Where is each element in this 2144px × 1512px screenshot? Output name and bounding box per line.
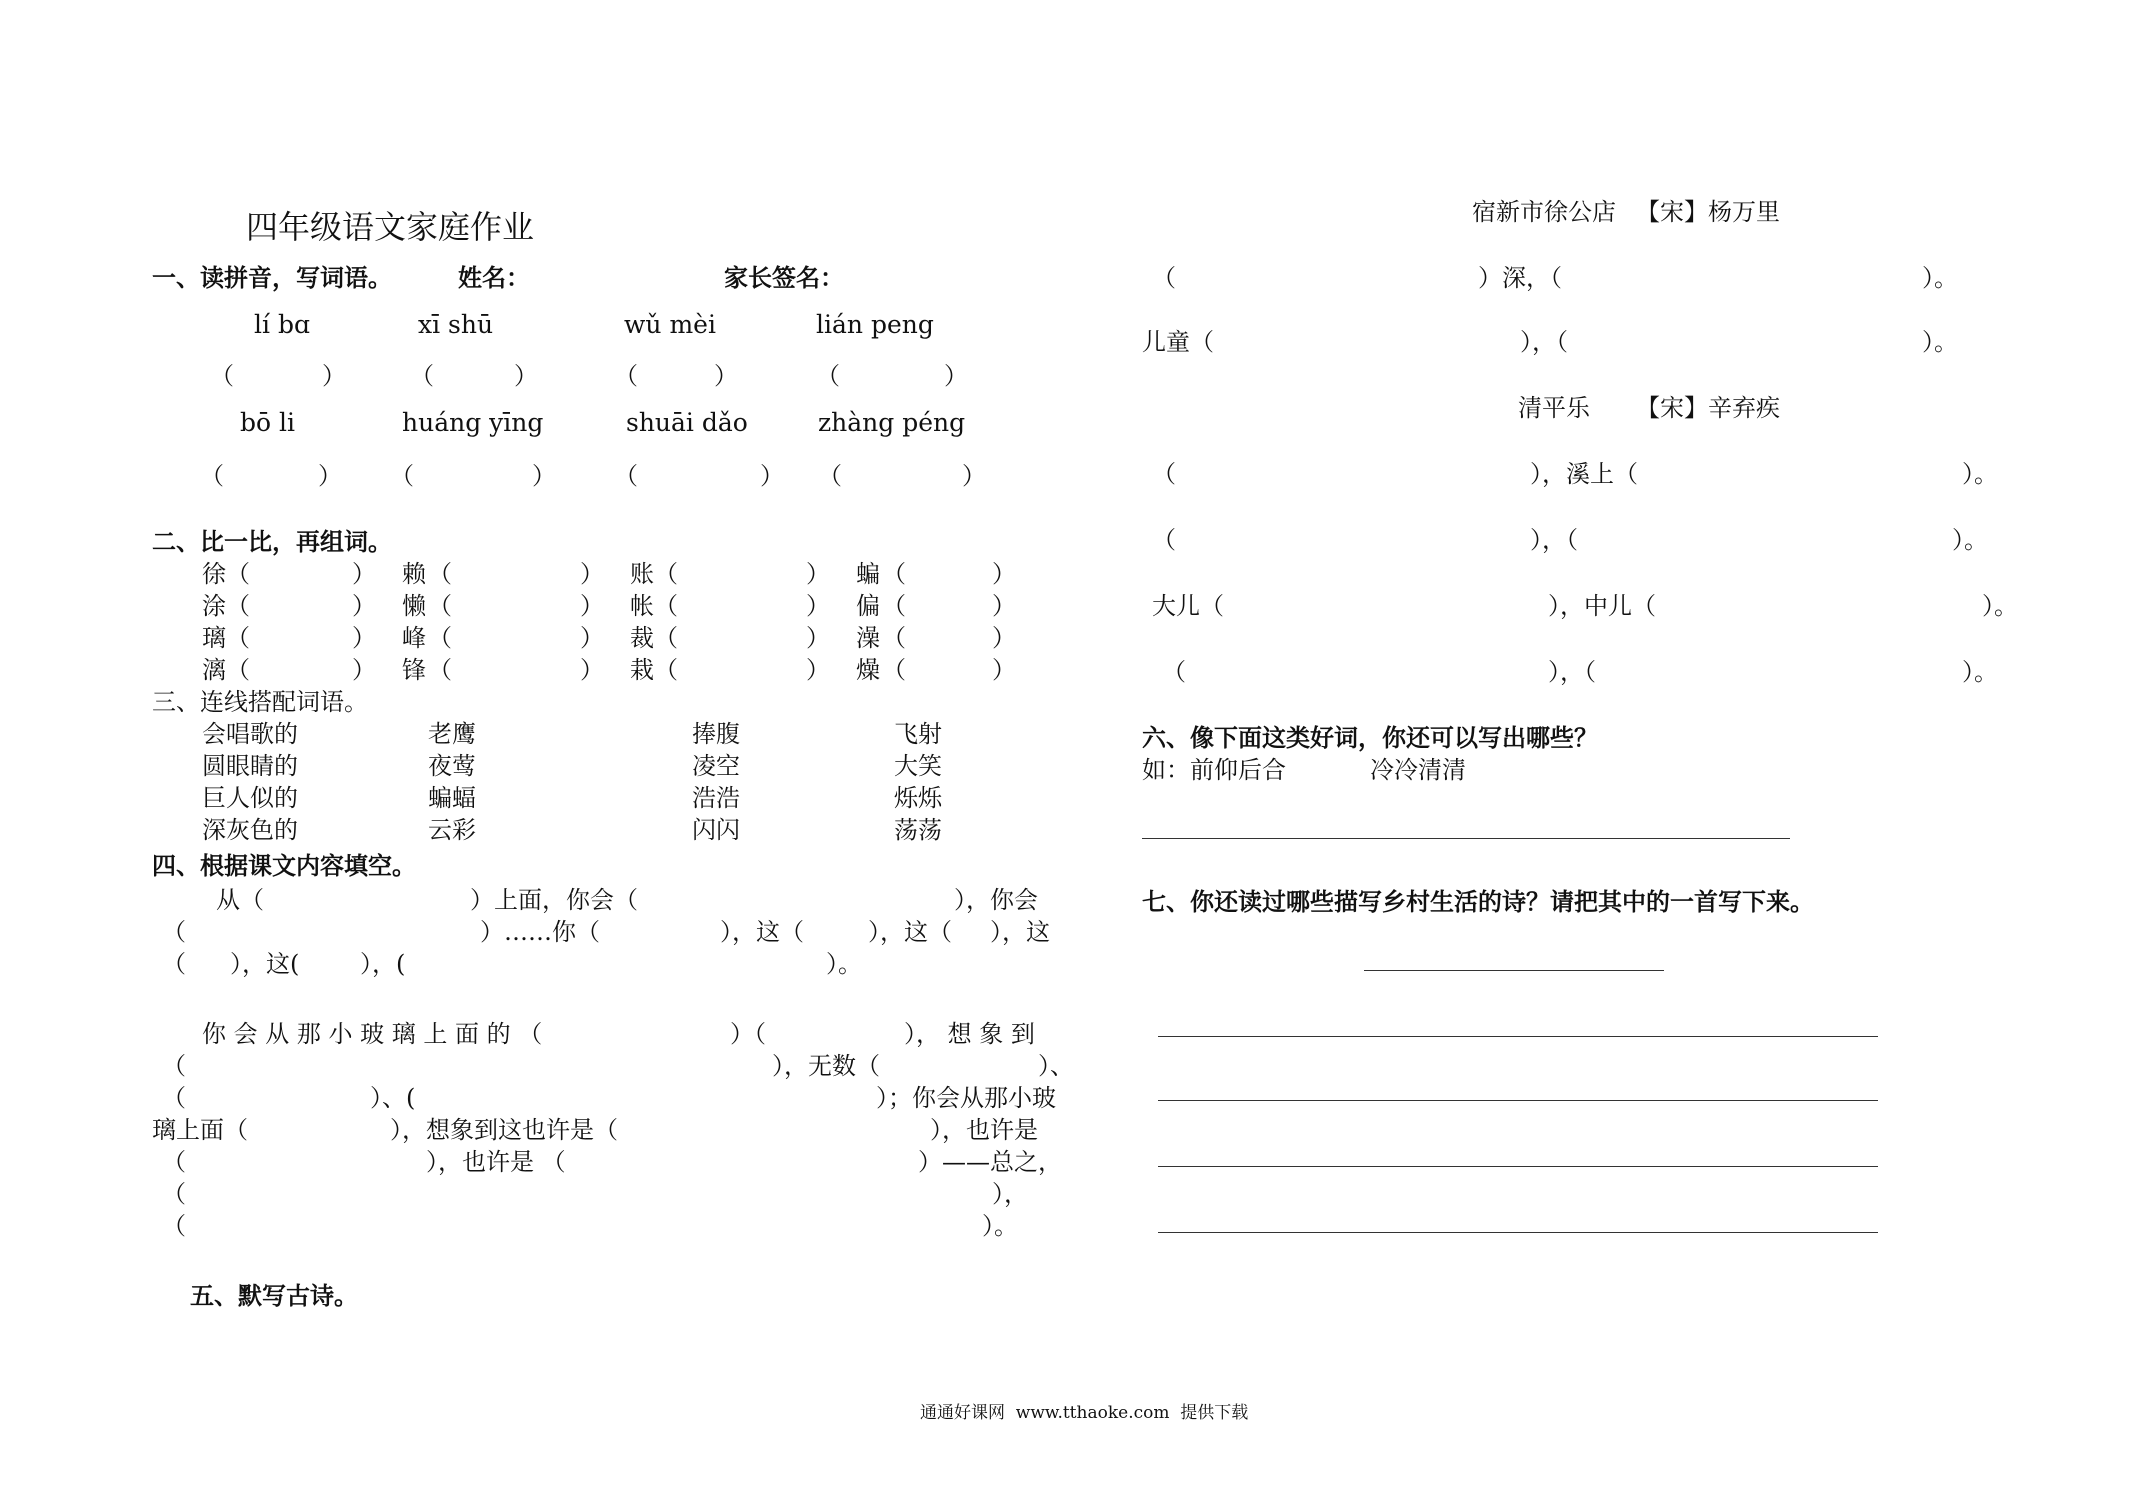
poem-line: ），（ bbox=[1530, 526, 1578, 554]
match-word: 烁烁 bbox=[894, 784, 942, 812]
match-word: 闪闪 bbox=[692, 816, 740, 844]
answer-blank-8-close: ） bbox=[962, 462, 986, 490]
match-word: 凌空 bbox=[692, 752, 740, 780]
word-blank[interactable]: （ bbox=[428, 624, 452, 652]
poem-line: ），（ bbox=[1548, 658, 1596, 686]
parent-signature-label: 家长签名： bbox=[724, 263, 844, 292]
poem-line: ）。 bbox=[1922, 328, 1958, 356]
fill-text: ）上面，你会（ bbox=[470, 886, 638, 914]
fill-text: 从（ bbox=[216, 886, 264, 914]
pinyin-4: lián peng bbox=[816, 310, 934, 339]
pinyin-8: zhàng péng bbox=[818, 408, 966, 437]
blank-close: ） bbox=[992, 624, 1016, 652]
answer-line[interactable] bbox=[1158, 1232, 1878, 1233]
blank-close: ） bbox=[806, 592, 830, 620]
fill-text: ）；你会从那小玻 bbox=[876, 1084, 1056, 1112]
word-blank[interactable]: （ bbox=[428, 592, 452, 620]
poem-2-author: 【宋】辛弃疾 bbox=[1636, 394, 1780, 422]
fill-text: ）， 想 象 到 bbox=[904, 1020, 1035, 1048]
match-word: 巨人似的 bbox=[202, 784, 298, 812]
fill-text: （ bbox=[162, 1180, 186, 1208]
poem-line: ），（ bbox=[1520, 328, 1568, 356]
fill-text: ），也许是 bbox=[930, 1116, 1038, 1144]
answer-blank-3-close: ） bbox=[714, 362, 738, 390]
pinyin-2: xī shū bbox=[418, 310, 494, 339]
fill-text: ），这（ bbox=[720, 918, 804, 946]
blank-close: ） bbox=[806, 624, 830, 652]
compare-char: 燥 bbox=[856, 656, 880, 684]
answer-blank-4[interactable]: （ bbox=[816, 362, 840, 390]
word-blank[interactable]: （ bbox=[428, 656, 452, 684]
answer-blank-8[interactable]: （ bbox=[818, 462, 842, 490]
fill-text: ）、( bbox=[370, 1084, 416, 1112]
answer-blank-1-close: ） bbox=[322, 362, 346, 390]
compare-char: 懒 bbox=[402, 592, 426, 620]
poem-line: （ bbox=[1162, 658, 1186, 686]
section-1-heading: 一、读拼音，写词语。 bbox=[152, 263, 392, 292]
word-blank[interactable]: （ bbox=[882, 592, 906, 620]
fill-text: ），这( bbox=[230, 950, 300, 978]
blank-close: ） bbox=[580, 656, 604, 684]
match-word: 蝙蝠 bbox=[428, 784, 476, 812]
word-blank[interactable]: （ bbox=[882, 560, 906, 588]
match-word: 大笑 bbox=[894, 752, 942, 780]
fill-text: （ bbox=[162, 1148, 186, 1176]
answer-line[interactable] bbox=[1142, 838, 1790, 839]
answer-blank-7[interactable]: （ bbox=[614, 462, 638, 490]
section-3-heading: 三、连线搭配词语。 bbox=[152, 688, 368, 716]
compare-char: 澡 bbox=[856, 624, 880, 652]
fill-text: ）、 bbox=[1038, 1052, 1074, 1080]
blank-close: ） bbox=[992, 656, 1016, 684]
word-blank[interactable]: （ bbox=[654, 592, 678, 620]
answer-line[interactable] bbox=[1158, 1166, 1878, 1167]
word-blank[interactable]: （ bbox=[226, 560, 250, 588]
blank-close: ） bbox=[580, 592, 604, 620]
answer-blank-5-close: ） bbox=[318, 462, 342, 490]
poem-2-title: 清平乐 bbox=[1518, 394, 1590, 422]
fill-text: ）——总之， bbox=[918, 1148, 1062, 1176]
fill-text: ），这（ bbox=[868, 918, 952, 946]
word-blank[interactable]: （ bbox=[654, 656, 678, 684]
section-7-heading: 七、你还读过哪些描写乡村生活的诗？请把其中的一首写下来。 bbox=[1142, 887, 1814, 916]
compare-char: 漓 bbox=[202, 656, 226, 684]
poem-line: （ bbox=[1152, 264, 1176, 292]
match-word: 荡荡 bbox=[894, 816, 942, 844]
answer-line[interactable] bbox=[1158, 1100, 1878, 1101]
poem-line: ）。 bbox=[1962, 460, 1998, 488]
answer-line[interactable] bbox=[1158, 1036, 1878, 1037]
match-word: 会唱歌的 bbox=[202, 720, 298, 748]
pinyin-7: shuāi dǎo bbox=[626, 408, 748, 437]
fill-text: （ bbox=[162, 1052, 186, 1080]
answer-blank-2[interactable]: （ bbox=[410, 362, 434, 390]
fill-text: ），( bbox=[360, 950, 406, 978]
pinyin-3: wǔ mèi bbox=[624, 310, 716, 339]
blank-close: ） bbox=[352, 624, 376, 652]
match-word: 云彩 bbox=[428, 816, 476, 844]
fill-text: ），想象到这也许是（ bbox=[390, 1116, 618, 1144]
fill-text: ），也许是 （ bbox=[426, 1148, 566, 1176]
name-label: 姓名： bbox=[458, 263, 530, 292]
fill-text: （ bbox=[162, 918, 186, 946]
blank-close: ） bbox=[806, 656, 830, 684]
compare-char: 璃 bbox=[202, 624, 226, 652]
answer-blank-6-close: ） bbox=[532, 462, 556, 490]
compare-char: 涂 bbox=[202, 592, 226, 620]
blank-close: ） bbox=[580, 560, 604, 588]
compare-char: 帐 bbox=[630, 592, 654, 620]
fill-text: ）， bbox=[992, 1180, 1028, 1208]
poem-line: ）深，（ bbox=[1478, 264, 1562, 292]
word-blank[interactable]: （ bbox=[226, 592, 250, 620]
poem-title-line[interactable] bbox=[1364, 970, 1664, 971]
match-word: 浩浩 bbox=[692, 784, 740, 812]
footer-credit: 通通好课网 www.tthaoke.com 提供下载 bbox=[920, 1403, 1249, 1423]
example-label: 如：前仰后合 bbox=[1142, 756, 1286, 784]
poem-line: （ bbox=[1152, 460, 1176, 488]
poem-line: 儿童（ bbox=[1142, 328, 1214, 356]
page-title: 四年级语文家庭作业 bbox=[246, 208, 535, 246]
fill-text: ），你会 bbox=[954, 886, 1038, 914]
poem-line: ）。 bbox=[1922, 264, 1958, 292]
pinyin-6: huáng yīng bbox=[402, 408, 544, 437]
answer-blank-5[interactable]: （ bbox=[200, 462, 224, 490]
compare-char: 栽 bbox=[630, 656, 654, 684]
blank-close: ） bbox=[806, 560, 830, 588]
fill-text: ）……你（ bbox=[480, 918, 600, 946]
answer-blank-4-close: ） bbox=[944, 362, 968, 390]
answer-blank-7-close: ） bbox=[760, 462, 784, 490]
poem-line: 大儿（ bbox=[1152, 592, 1224, 620]
compare-char: 蝙 bbox=[856, 560, 880, 588]
poem-line: ）。 bbox=[1962, 658, 1998, 686]
poem-line: （ bbox=[1152, 526, 1176, 554]
word-blank[interactable]: （ bbox=[882, 624, 906, 652]
blank-close: ） bbox=[352, 656, 376, 684]
compare-char: 账 bbox=[630, 560, 654, 588]
poem-1-title: 宿新市徐公店 bbox=[1472, 198, 1616, 226]
word-blank[interactable]: （ bbox=[882, 656, 906, 684]
section-4-heading: 四、根据课文内容填空。 bbox=[152, 851, 416, 880]
match-word: 夜莺 bbox=[428, 752, 476, 780]
pinyin-1: lí bɑ bbox=[254, 310, 310, 339]
compare-char: 徐 bbox=[202, 560, 226, 588]
word-blank[interactable]: （ bbox=[226, 624, 250, 652]
compare-char: 偏 bbox=[856, 592, 880, 620]
section-5-heading: 五、默写古诗。 bbox=[190, 1281, 358, 1310]
blank-close: ） bbox=[992, 592, 1016, 620]
fill-text: （ bbox=[162, 1212, 186, 1240]
blank-close: ） bbox=[352, 592, 376, 620]
word-blank[interactable]: （ bbox=[654, 560, 678, 588]
answer-blank-2-close: ） bbox=[514, 362, 538, 390]
poem-1-author: 【宋】杨万里 bbox=[1636, 198, 1780, 226]
fill-text: ）（ bbox=[730, 1020, 766, 1048]
fill-text: 璃上面（ bbox=[152, 1116, 248, 1144]
word-blank[interactable]: （ bbox=[654, 624, 678, 652]
blank-close: ） bbox=[352, 560, 376, 588]
match-word: 圆眼睛的 bbox=[202, 752, 298, 780]
blank-close: ） bbox=[580, 624, 604, 652]
match-word: 老鹰 bbox=[428, 720, 476, 748]
fill-text: （ bbox=[162, 1084, 186, 1112]
match-word: 深灰色的 bbox=[202, 816, 298, 844]
example-word: 冷冷清清 bbox=[1370, 756, 1466, 784]
answer-blank-6[interactable]: （ bbox=[390, 462, 414, 490]
fill-text: ）。 bbox=[982, 1212, 1018, 1240]
compare-char: 峰 bbox=[402, 624, 426, 652]
compare-char: 赖 bbox=[402, 560, 426, 588]
section-2-heading: 二、比一比，再组词。 bbox=[152, 527, 392, 556]
poem-line: ）。 bbox=[1952, 526, 1988, 554]
compare-char: 锋 bbox=[402, 656, 426, 684]
poem-line: ），溪上（ bbox=[1530, 460, 1638, 488]
fill-text: 你 会 从 那 小 玻 璃 上 面 的 （ bbox=[202, 1020, 543, 1048]
fill-text: （ bbox=[162, 950, 186, 978]
poem-line: ），中儿（ bbox=[1548, 592, 1656, 620]
fill-text: ），无数（ bbox=[772, 1052, 880, 1080]
blank-close: ） bbox=[992, 560, 1016, 588]
answer-blank-3[interactable]: （ bbox=[614, 362, 638, 390]
pinyin-5: bō li bbox=[240, 408, 295, 437]
compare-char: 裁 bbox=[630, 624, 654, 652]
section-6-heading: 六、像下面这类好词，你还可以写出哪些？ bbox=[1142, 723, 1598, 752]
word-blank[interactable]: （ bbox=[428, 560, 452, 588]
answer-blank-1[interactable]: （ bbox=[210, 362, 234, 390]
poem-line: ）。 bbox=[1982, 592, 2018, 620]
match-word: 飞射 bbox=[894, 720, 942, 748]
fill-text: ），这 bbox=[990, 918, 1050, 946]
fill-text: ）。 bbox=[826, 950, 862, 978]
word-blank[interactable]: （ bbox=[226, 656, 250, 684]
match-word: 捧腹 bbox=[692, 720, 740, 748]
